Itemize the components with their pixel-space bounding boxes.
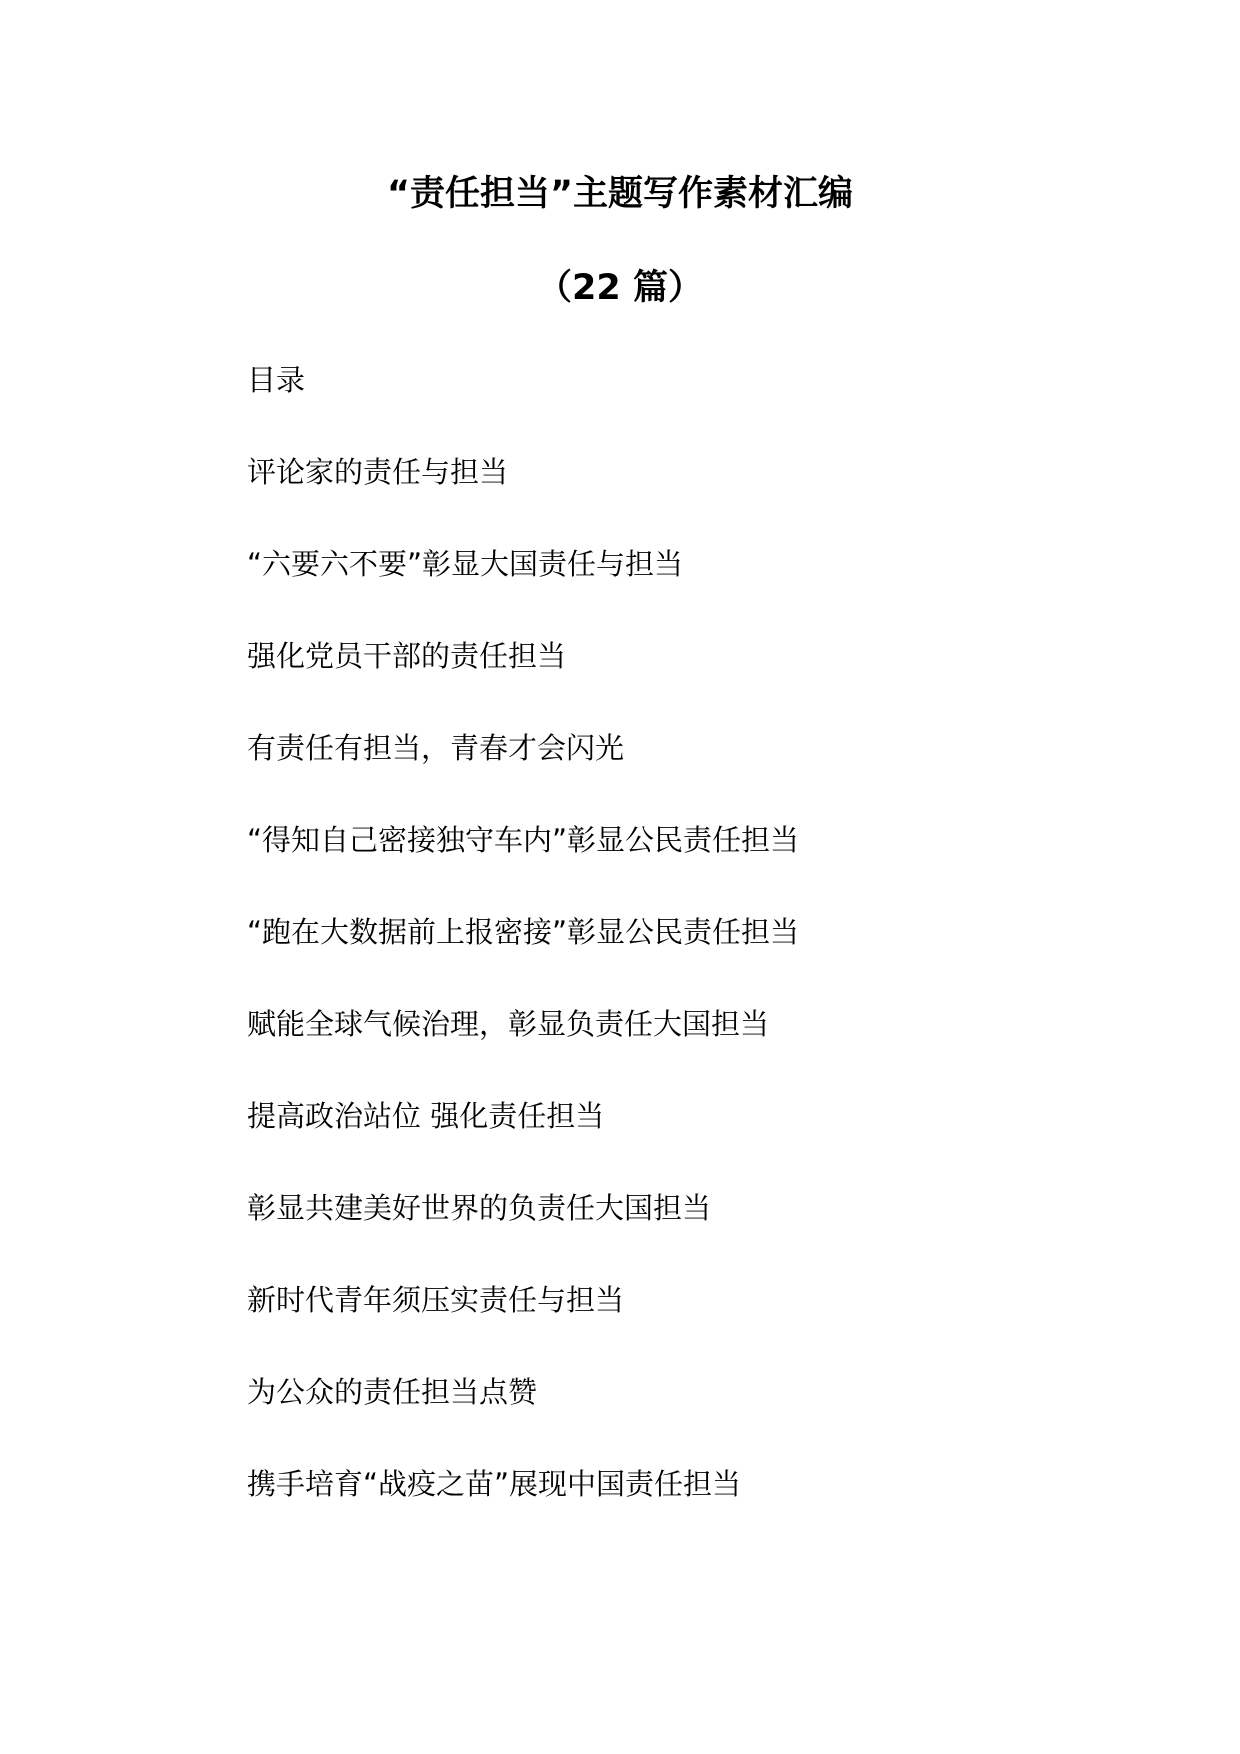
toc-item: 为公众的责任担当点赞 — [247, 1375, 538, 1409]
toc-item: “得知自己密接独守车内”彰显公民责任担当 — [247, 823, 800, 857]
toc-item: “六要六不要”彰显大国责任与担当 — [247, 547, 684, 581]
document-subtitle: （22 篇） — [537, 268, 703, 308]
toc-item: 强化党员干部的责任担当 — [247, 639, 567, 673]
toc-item: 有责任有担当，青春才会闪光 — [247, 731, 625, 765]
toc-heading: 目录 — [247, 363, 306, 397]
toc-item: 彰显共建美好世界的负责任大国担当 — [247, 1191, 712, 1225]
toc-item: 提高政治站位 强化责任担当 — [247, 1099, 605, 1133]
toc-item: 携手培育“战疫之苗”展现中国责任担当 — [247, 1467, 742, 1501]
toc-item: “跑在大数据前上报密接”彰显公民责任担当 — [247, 915, 800, 949]
document-title: “责任担当”主题写作素材汇编 — [386, 174, 853, 214]
toc-item: 评论家的责任与担当 — [247, 455, 509, 489]
table-of-contents — [247, 360, 1147, 1556]
toc-item: 赋能全球气候治理，彰显负责任大国担当 — [247, 1007, 770, 1041]
toc-item: 新时代青年须压实责任与担当 — [247, 1283, 625, 1317]
